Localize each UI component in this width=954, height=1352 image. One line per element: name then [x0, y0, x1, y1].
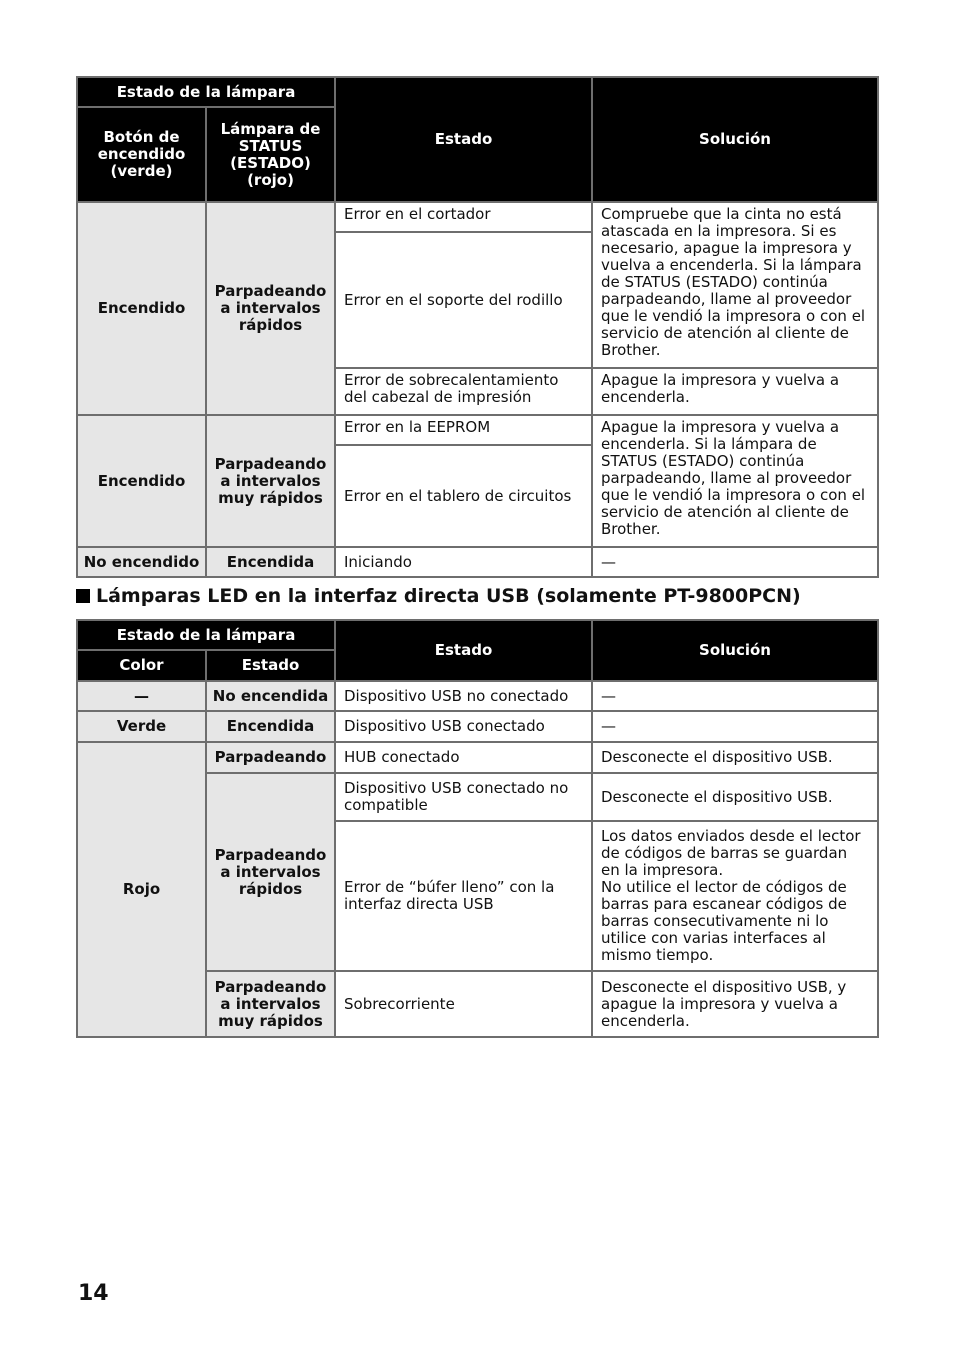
solution-cell: Compruebe que la cinta no está atascada en la impresora. Si es necesario, apague la impresora y vuelva a encenderla. Si la lámpara de STATUS (ESTADO) continúa parpadeando, llame al proveedor que le vendió la impresora o con el servicio de atención al cliente de Brother.	[592, 202, 878, 368]
state-cell: Error de “búfer lleno” con la interfaz directa USB	[335, 821, 592, 971]
color-cell: Rojo	[77, 742, 206, 1037]
color-cell: Verde	[77, 711, 206, 742]
solution-cell: Desconecte el dispositivo USB.	[592, 742, 878, 773]
lamp-state-column-header: Estado	[206, 650, 335, 681]
lamp-state-cell: Parpadeando a intervalos rápidos	[206, 773, 335, 971]
page-number: 14	[78, 1281, 109, 1306]
section-title-text: Lámparas LED en la interfaz directa USB (solamente PT-9800PCN)	[96, 585, 801, 607]
solution-cell: —	[592, 547, 878, 577]
state-cell: Dispositivo USB no conectado	[335, 681, 592, 711]
square-bullet-icon	[76, 589, 90, 603]
lamp-state-group-header: Estado de la lámpara	[77, 620, 335, 650]
state-cell: Sobrecorriente	[335, 971, 592, 1037]
solution-cell: Apague la impresora y vuelva a encenderla.	[592, 368, 878, 415]
status-lamp-cell: Parpadeando a intervalos rápidos	[206, 202, 335, 415]
error-cell: Error en la EEPROM	[335, 415, 592, 445]
error-cell: Error en el cortador	[335, 202, 592, 232]
section-title	[76, 584, 801, 608]
solution-column-header: Solución	[592, 620, 878, 681]
power-state-cell: Encendido	[77, 415, 206, 547]
solution-line: No utilice el lector de códigos de barras para escanear códigos de barras consecutivamente ni lo utilice con varias interfaces al mismo tiempo.	[601, 878, 847, 964]
solution-cell: Desconecte el dispositivo USB.	[592, 773, 878, 821]
solution-cell: Apague la impresora y vuelva a encenderla. Si la lámpara de STATUS (ESTADO) continúa parpadeando, llame al proveedor que le vendió la impresora o con el servicio de atención al cliente de Brother.	[592, 415, 878, 547]
lamp-state-cell: Parpadeando a intervalos muy rápidos	[206, 971, 335, 1037]
solution-line: Los datos enviados desde el lector de códigos de barras se guardan en la impresora.	[601, 827, 861, 879]
state-cell: Dispositivo USB conectado	[335, 711, 592, 742]
state-column-header: Estado	[335, 77, 592, 202]
error-cell: Error de sobrecalentamiento del cabezal de impresión	[335, 368, 592, 415]
led-status-table	[76, 76, 879, 578]
color-column-header: Color	[77, 650, 206, 681]
status-lamp-cell: Parpadeando a intervalos muy rápidos	[206, 415, 335, 547]
lamp-state-cell: No encendida	[206, 681, 335, 711]
state-cell: HUB conectado	[335, 742, 592, 773]
error-cell: Error en el soporte del rodillo	[335, 232, 592, 368]
status-lamp-cell: Encendida	[206, 547, 335, 577]
state-cell: Dispositivo USB conectado no compatible	[335, 773, 592, 821]
status-lamp-column-header: Lámpara de STATUS (ESTADO) (rojo)	[206, 107, 335, 202]
solution-cell: —	[592, 681, 878, 711]
lamp-state-cell: Encendida	[206, 711, 335, 742]
power-state-cell: No encendido	[77, 547, 206, 577]
usb-led-table	[76, 619, 879, 1038]
solution-cell: Desconecte el dispositivo USB, y apague la impresora y vuelva a encenderla.	[592, 971, 878, 1037]
solution-cell: —	[592, 711, 878, 742]
state-cell: Iniciando	[335, 547, 592, 577]
power-state-cell: Encendido	[77, 202, 206, 415]
power-button-column-header: Botón de encendido (verde)	[77, 107, 206, 202]
color-cell: —	[77, 681, 206, 711]
lamp-state-cell: Parpadeando	[206, 742, 335, 773]
solution-cell	[592, 821, 878, 971]
solution-column-header: Solución	[592, 77, 878, 202]
state-column-header: Estado	[335, 620, 592, 681]
error-cell: Error en el tablero de circuitos	[335, 445, 592, 547]
lamp-state-group-header: Estado de la lámpara	[77, 77, 335, 107]
